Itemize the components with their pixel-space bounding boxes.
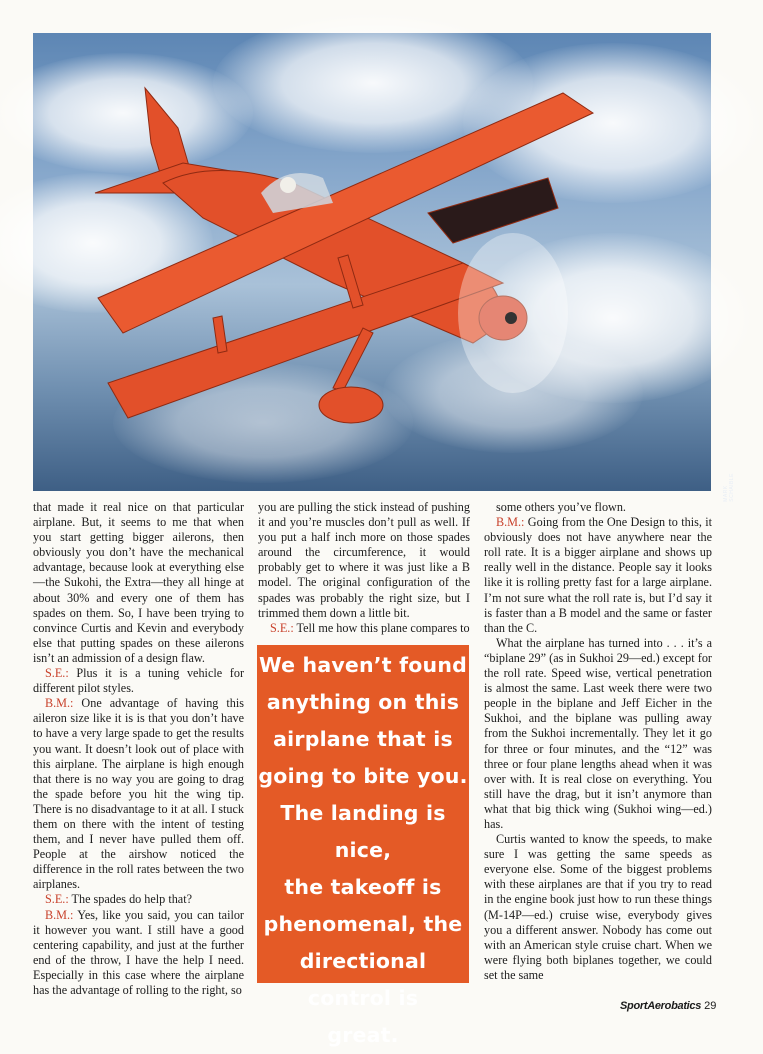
col3-paragraph-2 <box>484 515 712 636</box>
speaker-bm: B.M.: <box>496 515 525 530</box>
col3-paragraph-2-text: Going from the One Design to this, it obviously does not have anywhere near the roll rate. It is a bigger airplane and shows up really well in the distance. People say it looks like it is rolling pretty fast for a large airplane. I’m not sure what the roll rate is, but I’d say it is faster than a B model and the same or faster than the C. <box>484 515 712 635</box>
col1-paragraph-5 <box>33 908 244 999</box>
biplane-illustration <box>33 33 711 491</box>
col1-paragraph-1: that made it real nice on that particular airplane. But, it seems to me that when you start getting bigger ailerons, then obviously you don’t have the mechanical advantage, because look at everything else—the Sukohi, the Extra—they all hinge at about 30% and every one of them has spades on them. So, I have been trying to convince Curtis and Kevin and everybody else that putting spades on these ailerons isn’t an admission of a design flaw. <box>33 500 244 665</box>
photo-credit: MARK SCHAIBLE <box>723 473 735 502</box>
col3-paragraph-3: What the airplane has turned into . . . it’s a “biplane 29” (as in Sukhoi 29—ed.) except for the roll rate. Speed wise, vertical penetration is almost the same. Last week there were two people in the biplane and Jeff Eicher in the Sukhoi, and the biplane was pulling away from the Sukhoi incrementally. They let it go for three or four minutes, and the “12” was three or four plane lengths ahead when it was over with. It is real close on everything. You still have the drag, but it isn’t anymore than what that big thick wing (Sukhoi wing—ed.) has. <box>484 635 712 831</box>
col1-paragraph-5-text: Yes, like you said, you can tailor it however you want. I still have a good centering capability, and just at the further end of the throw, I have the help I need. Especially in this case where the airplane has the advantage of rolling to the right, so <box>33 907 244 997</box>
pull-quote-line: The landing is nice, <box>280 801 446 862</box>
speaker-se: S.E.: <box>270 620 294 635</box>
pull-quote-line: anything on this <box>266 690 460 714</box>
col1-paragraph-2-text: Plus it is a tuning vehicle for different pilot styles. <box>33 666 244 696</box>
column-1 <box>33 500 244 998</box>
pull-quote-line: We haven’t found <box>259 653 467 677</box>
column-3 <box>484 500 712 983</box>
col2-paragraph-1: you are pulling the stick instead of pushing it and you’re muscles don’t pull as well. If you put a half inch more on those spades around the circumference, it would probably get to where it was just like a B model. The original configuration of the spades was probably the right size, but I trimmed them down a little bit. <box>258 500 470 620</box>
pull-quote-line: airplane that is <box>273 727 453 751</box>
speaker-se: S.E.: <box>45 892 69 907</box>
page-number: 29 <box>704 1000 717 1012</box>
col1-paragraph-4-text: The spades do help that? <box>68 892 193 907</box>
column-2 <box>258 500 470 636</box>
speaker-se: S.E.: <box>45 666 69 681</box>
col2-paragraph-2-text: Tell me how this plane compares to <box>293 620 470 635</box>
speaker-bm: B.M.: <box>45 696 74 711</box>
speaker-bm: B.M.: <box>45 907 74 922</box>
col3-paragraph-1: some others you’ve flown. <box>496 500 626 514</box>
pull-quote-line: phenomenal, the <box>263 912 463 936</box>
pull-quote <box>257 645 469 1047</box>
biplane-photo <box>33 33 735 502</box>
pull-quote-line: the takeoff is <box>284 875 442 899</box>
col3-paragraph-4: Curtis wanted to know the speeds, to make sure I was getting the same speeds as everyone else. Some of the biggest problems with these airplanes are that if you try to read in the engine book just how to run these things (M-14P—ed.) cruise wise, everybody gives you a different answer. Nobody has come out with an American style cruise chart. When we were flying both biplanes together, we could set the same <box>484 832 712 982</box>
pull-quote-line: directional control is <box>299 949 427 1010</box>
pull-quote-line: going to bite you. <box>258 764 468 788</box>
page-footer <box>620 1000 716 1012</box>
col2-paragraph-2 <box>258 621 470 636</box>
pull-quote-line: great. <box>327 1023 399 1047</box>
magazine-name: SportAerobatics <box>620 1000 702 1012</box>
col1-paragraph-3 <box>33 696 244 892</box>
col1-paragraph-3-text: One advantage of having this aileron size like it is is that you don’t have to have a very large spade to get the results you want. It doesn’t look out of place with this airplane. The airplane is high enough that there is no way you are going to drag the spade before you hit the wing tip. There is no disadvantage to it at all. I stuck them on there with the intent of testing them, and I never have pulled them off. People at the airshow noticed the difference in the roll rates between the two airplanes. <box>33 696 244 892</box>
col1-paragraph-4 <box>33 892 244 907</box>
col1-paragraph-2 <box>33 666 244 696</box>
